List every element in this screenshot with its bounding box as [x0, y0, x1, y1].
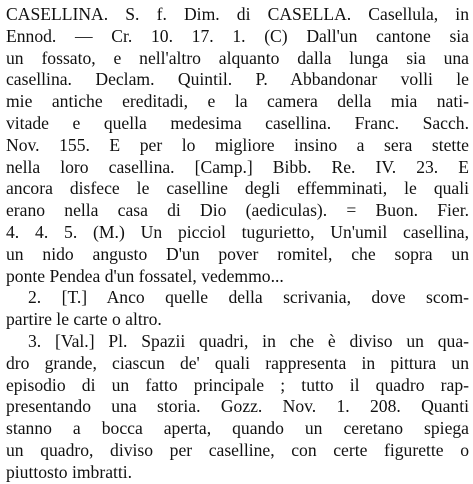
- entry-line-12: un nido angusto D'un pover romitel, che sopra un: [6, 243, 469, 264]
- entry-line-13: ponte Pendea d'un fossatel, vedemmo...: [6, 265, 284, 286]
- entry-line-11: 4. 4. 5. (M.) Un picciol tugurietto, Un'umil casellina,: [6, 221, 469, 242]
- entry-line-9: ancora disfece le caselline degli effemminati, le quali: [6, 178, 469, 199]
- sense-3-line-5: stanno a bocca aperta, quando un ceretano spiega: [6, 418, 469, 439]
- entry-line-1: CASELLINA. S. f. Dim. di CASELLA. Casellula, in: [6, 4, 469, 24]
- sense-3-line-7: piuttosto imbratti.: [6, 461, 133, 482]
- sense-3-line-1: 3. [Val.] Pl. Spazii quadri, in che è diviso un qua-: [28, 330, 469, 351]
- sense-3-line-2: dro grande, ciascun de' quali rappresenta in pittura un: [6, 352, 469, 373]
- entry-line-4: casellina. Declam. Quintil. P. Abbandonar volli le: [6, 69, 469, 90]
- entry-line-8: nella loro casellina. [Camp.] Bibb. Re. IV. 23. E: [6, 156, 469, 177]
- sense-3-line-3: episodio di un fatto principale ; tutto il quadro rap-: [6, 374, 469, 395]
- sense-2-line-1: 2. [T.] Anco quelle della scrivania, dove scom-: [28, 287, 469, 308]
- entry-line-10: erano nella casa di Dio (aediculas). = Buon. Fier.: [6, 200, 469, 221]
- sense-3-line-6: un quadro, diviso per caselline, con certe figurette o: [6, 439, 469, 460]
- entry-line-5: mie antiche ereditadi, e la camera della mia nati-: [6, 91, 469, 112]
- entry-line-2: Ennod. — Cr. 10. 17. 1. (C) Dall'un cantone sia: [6, 25, 469, 46]
- entry-line-7: Nov. 155. E per lo migliore insino a sera stette: [6, 134, 469, 155]
- sense-3-line-4: presentando una storia. Gozz. Nov. 1. 208. Quanti: [6, 396, 469, 417]
- entry-line-3: un fossato, e nell'altro alquanto dalla lunga sia una: [6, 47, 469, 68]
- entry-line-6: vitade e quella medesima casellina. Franc. Sacch.: [6, 112, 469, 133]
- sense-2-line-2: partire le carte o altro.: [6, 309, 162, 330]
